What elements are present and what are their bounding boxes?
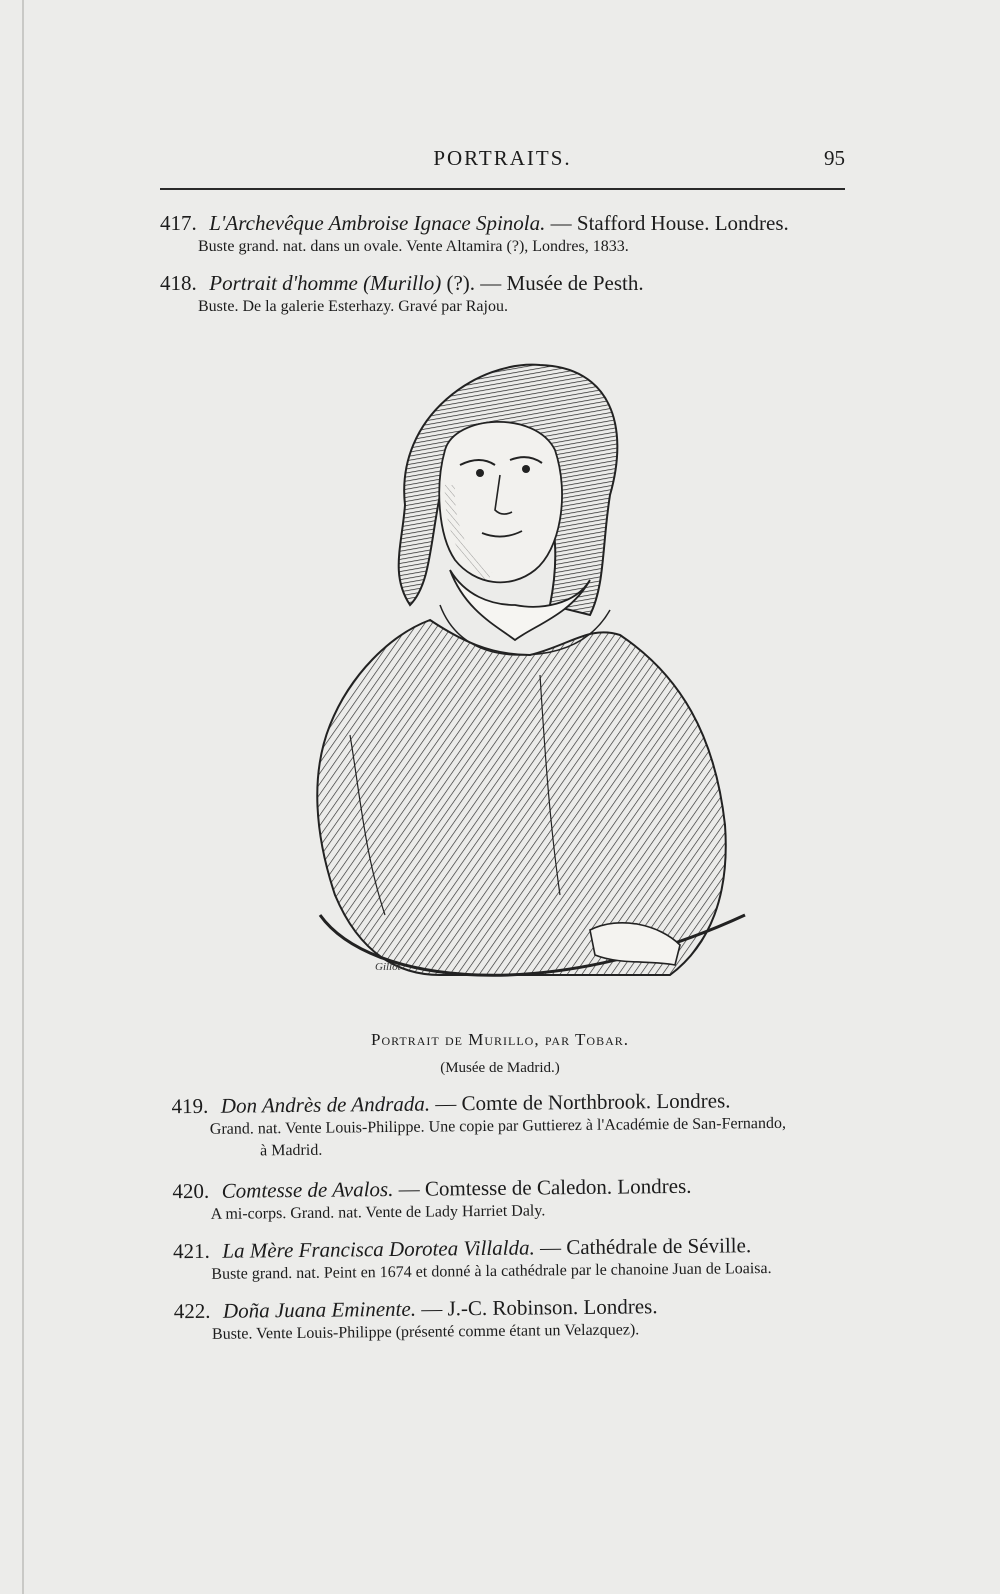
entry-title: L'Archevêque Ambroise Ignace Spinola. — [209, 211, 546, 235]
entry-location: (?). — Musée de Pesth. — [446, 271, 644, 295]
entry-location: — J.-C. Robinson. Londres. — [421, 1294, 658, 1321]
entry-heading — [160, 270, 850, 296]
catalog-entry-419 — [171, 1086, 862, 1163]
entry-location: — Cathédrale de Séville. — [539, 1233, 752, 1260]
entry-location: — Stafford House. Londres. — [550, 211, 789, 235]
entry-number: 418. — [160, 271, 197, 295]
entry-title: Don Andrès de Andrada. — [220, 1091, 431, 1118]
page-number: 95 — [824, 146, 845, 170]
entry-note: Buste grand. nat. Peint en 1674 et donné à la cathédrale par le chanoine Juan de Loaisa. — [211, 1259, 772, 1283]
entry-number: 422. — [173, 1298, 211, 1324]
entry-note: Buste. Vente Louis-Philippe (présenté comme étant un Velazquez). — [211, 1321, 640, 1343]
entry-title: Portrait d'homme (Murillo) — [209, 271, 442, 295]
entry-number: 417. — [160, 211, 197, 235]
binding-edge — [22, 0, 24, 1594]
catalog-entry-421 — [173, 1231, 863, 1286]
entry-note: A mi-corps. Grand. nat. Vente de Lady Harriet Daly. — [210, 1202, 546, 1223]
entry-note: à Madrid. — [259, 1141, 323, 1160]
entry-title: Comtesse de Avalos. — [221, 1176, 394, 1203]
entry-heading — [160, 210, 850, 236]
entry-title: Doña Juana Eminente. — [222, 1296, 417, 1323]
portrait-engraving — [290, 355, 760, 1015]
entry-location: — Comte de Northbrook. Londres. — [435, 1088, 731, 1116]
catalog-entry-420 — [172, 1171, 862, 1226]
header-rule — [160, 188, 845, 190]
entry-number: 421. — [172, 1238, 210, 1264]
entry-note: Buste grand. nat. dans un ovale. Vente Altamira (?), Londres, 1833. — [198, 238, 629, 255]
catalog-entry-417 — [160, 210, 850, 258]
catalog-entry-418 — [160, 270, 850, 318]
engraver-signature: Gillot — [375, 961, 401, 973]
figure-caption: Portrait de Murillo, par Tobar. — [371, 1030, 629, 1049]
entry-title: La Mère Francisca Dorotea Villalda. — [222, 1235, 535, 1263]
entry-location: — Comtesse de Caledon. Londres. — [398, 1173, 692, 1201]
entry-number: 419. — [171, 1093, 209, 1119]
entry-note: Buste. De la galerie Esterhazy. Gravé par Rajou. — [198, 298, 508, 315]
running-head — [160, 146, 845, 176]
figure-museum: (Musée de Madrid.) — [440, 1060, 560, 1076]
entry-number: 420. — [172, 1178, 210, 1204]
running-title: PORTRAITS. — [433, 146, 572, 170]
catalog-entry-422 — [174, 1291, 864, 1346]
entry-note: Grand. nat. Vente Louis-Philippe. Une copie par Guttierez à l'Académie de San-Fernando, — [209, 1114, 787, 1138]
